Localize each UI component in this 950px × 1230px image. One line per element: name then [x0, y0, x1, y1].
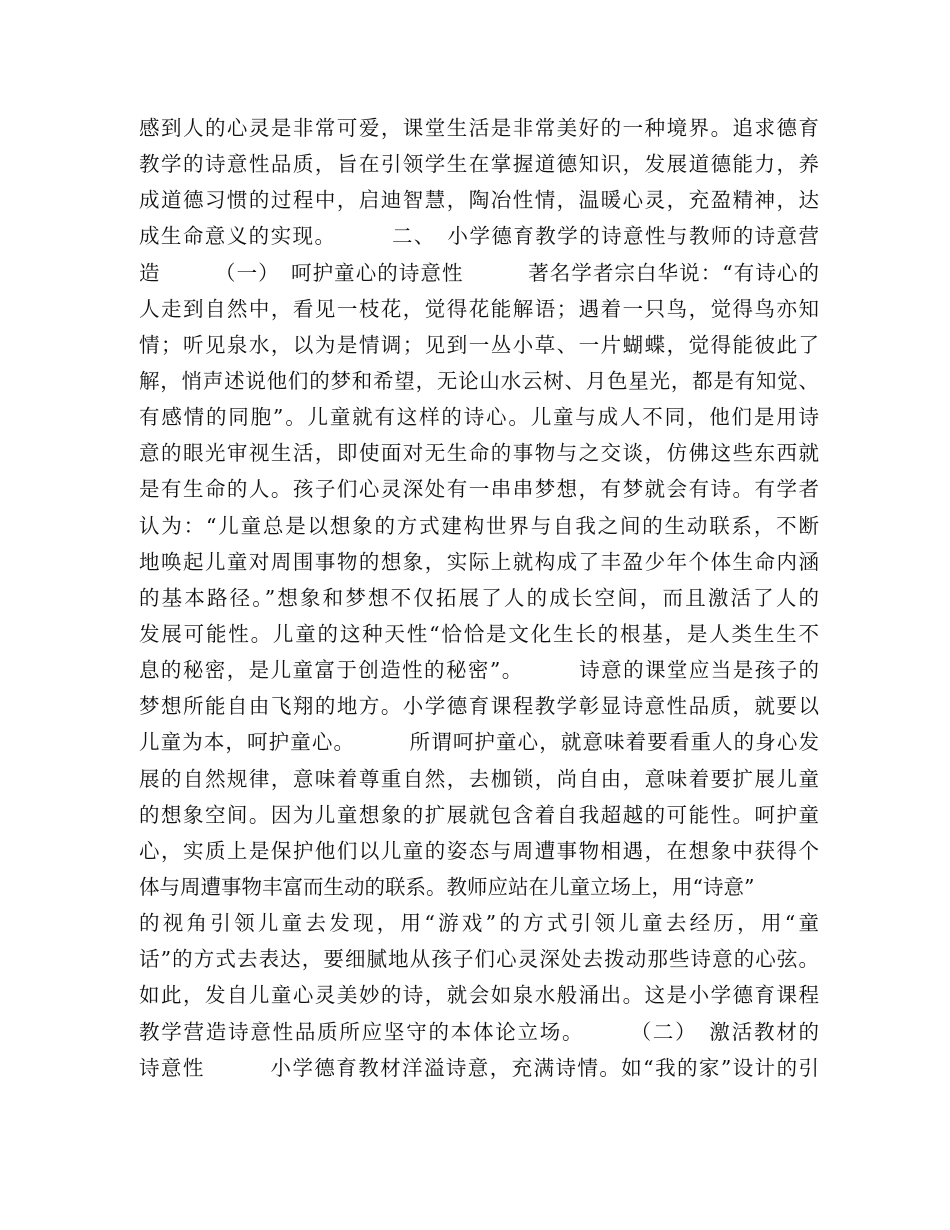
body-text: [139, 110, 819, 1086]
text-line: 的视角引领儿童去发现，用“游戏”的方式引领儿童去经历，用“童: [139, 911, 819, 936]
text-line: 梦想所能自由飞翔的地方。小学德育课程教学彰显诗意性品质，就要以: [139, 694, 819, 719]
text-line: 是有生命的人。孩子们心灵深处有一串串梦想，有梦就会有诗。有学者: [139, 477, 819, 502]
text-line: 话”的方式去表达，要细腻地从孩子们心灵深处去拨动那些诗意的心弦。: [139, 947, 819, 972]
text-line: 成生命意义的实现。 二、 小学德育教学的诗意性与教师的诗意营: [139, 224, 819, 249]
text-line: 展的自然规律，意味着尊重自然，去枷锁，尚自由，意味着要扩展儿童: [139, 766, 819, 791]
text-line: 有感情的同胞”。儿童就有这样的诗心。儿童与成人不同，他们是用诗: [139, 405, 819, 430]
text-line: 的想象空间。因为儿童想象的扩展就包含着自我超越的可能性。呵护童: [139, 802, 819, 827]
text-line: 感到人的心灵是非常可爱，课堂生活是非常美好的一种境界。追求德育: [139, 116, 819, 140]
text-line: 情；听见泉水，以为是情调；见到一丛小草、一片蝴蝶，觉得能彼此了: [139, 332, 819, 357]
text-line: 如此，发自儿童心灵美妙的诗，就会如泉水般涌出。这是小学德育课程: [139, 983, 819, 1008]
text-line: 人走到自然中，看见一枝花，觉得花能解语；遇着一只鸟，觉得鸟亦知: [139, 296, 819, 321]
text-line: 的基本路径。”想象和梦想不仅拓展了人的成长空间，而且激活了人的: [139, 585, 819, 610]
text-line: 解，悄声述说他们的梦和希望，无论山水云树、月色星光，都是有知觉、: [139, 368, 819, 393]
text-line: 心，实质上是保护他们以儿童的姿态与周遭事物相遇，在想象中获得个: [139, 838, 819, 863]
text-line: 息的秘密，是儿童富于创造性的秘密”。 诗意的课堂应当是孩子的: [139, 658, 819, 683]
text-line: 诗意性 小学德育教材洋溢诗意，充满诗情。如“我的家”设计的引: [139, 1055, 819, 1080]
text-line: 成道德习惯的过程中，启迪智慧，陶冶性情，温暖心灵，充盈精神，达: [139, 188, 819, 213]
text-line: 地唤起儿童对周围事物的想象，实际上就构成了丰盈少年个体生命内涵: [139, 549, 819, 574]
text-line: 教学的诗意性品质，旨在引领学生在掌握道德知识，发展道德能力，养: [139, 152, 819, 177]
text-line: 发展可能性。儿童的这种天性“恰恰是文化生长的根基，是人类生生不: [139, 621, 819, 646]
text-line: 认为：“儿童总是以想象的方式建构世界与自我之间的生动联系，不断: [139, 513, 819, 538]
text-line: 教学营造诗意性品质所应坚守的本体论立场。 （二） 激活教材的: [139, 1019, 819, 1044]
text-line: 儿童为本，呵护童心。 所谓呵护童心，就意味着要看重人的身心发: [139, 730, 819, 755]
text-line: 造 （一） 呵护童心的诗意性 著名学者宗白华说：“有诗心的: [139, 260, 819, 285]
text-line: 体与周遭事物丰富而生动的联系。教师应站在儿童立场上，用“诗意”: [139, 874, 755, 899]
text-line: 意的眼光审视生活，即使面对无生命的事物与之交谈，仿佛这些东西就: [139, 441, 819, 466]
